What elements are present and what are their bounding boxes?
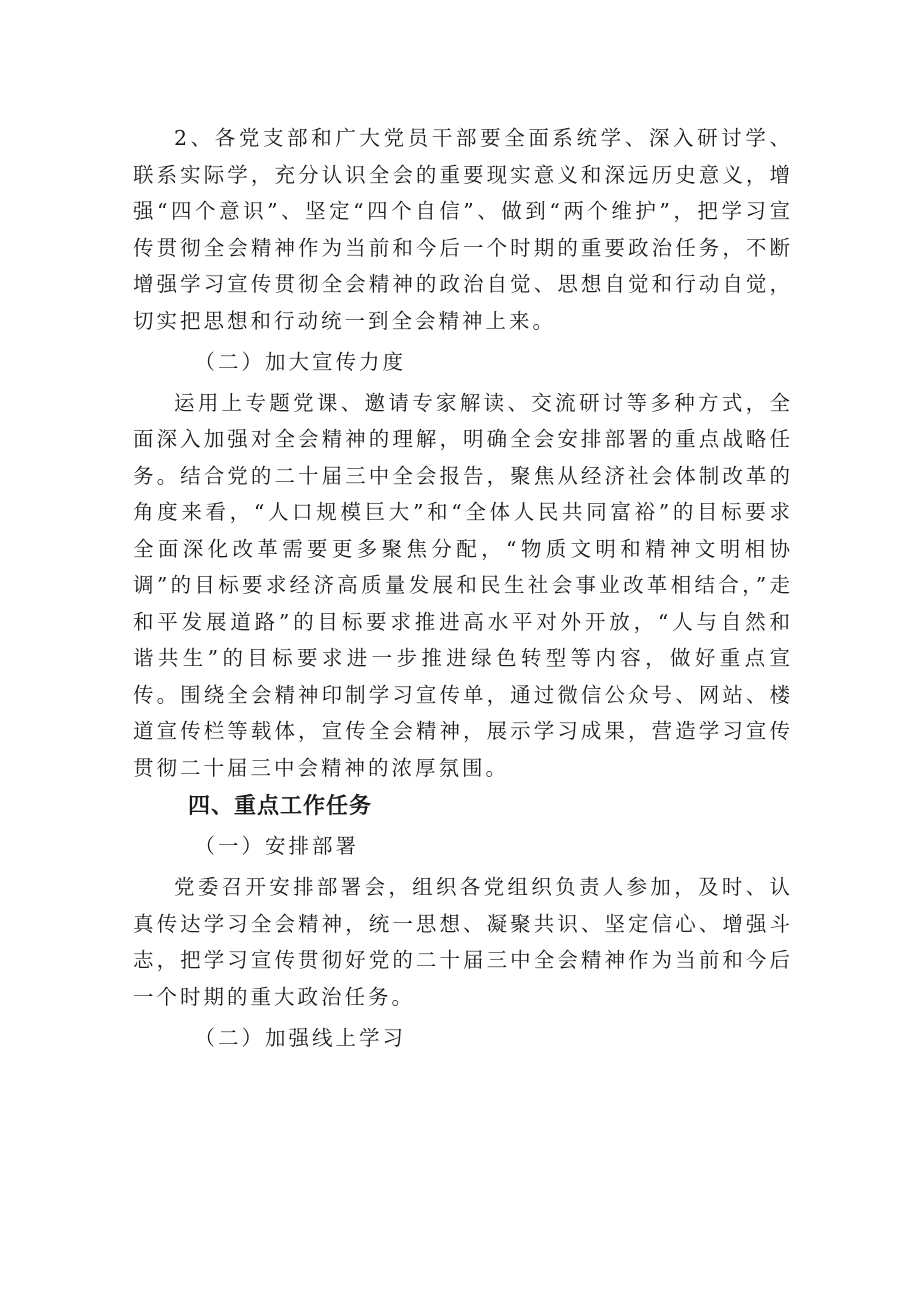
subheading-online-study: （二）加强线上学习 bbox=[194, 1025, 406, 1050]
paragraph-study-requirements: 2、各党支部和广大党员干部要全面系统学、深入研讨学、联系实际学，充分认识全会的重要现实意义和深远历史意义，增强“四个意识”、坚定“四个自信”、做到“两个维护”，把学习宣传贯彻全会精神作为当前和今后一个时期的重要政治任务，不断增强学习宣传贯彻全会精神的政治自觉、思想自觉和行动自觉，切实把思想和行动统一到全会精神上来。 bbox=[133, 126, 793, 333]
paragraph-arrangement: 党委召开安排部署会，组织各党组织负责人参加，及时、认真传达学习全会精神，统一思想、凝聚共识、坚定信心、增强斗志，把学习宣传贯彻好党的二十届三中全会精神作为当前和今后一个时期的重大政治任务。 bbox=[133, 875, 793, 1009]
paragraph-publicity: 运用上专题党课、邀请专家解读、交流研讨等多种方式，全面深入加强对全会精神的理解，明确全会安排部署的重点战略任务。结合党的二十届三中全会报告，聚焦从经济社会体制改革的角度来看，“人口规模巨大”和“全体人民共同富裕”的目标要求全面深化改革需要更多聚焦分配，“物质文明和精神文明相协调”的目标要求经济高质量发展和民生社会事业改革相结合，”走和平发展道路”的目标要求推进高水平对外开放，“人与自然和谐共生”的目标要求进一步推进绿色转型等内容，做好重点宣传。围绕全会精神印制学习宣传单，通过微信公众号、网站、楼道宣传栏等载体，宣传全会精神，展示学习成果，营造学习宣传贯彻二十届三中会精神的浓厚氛围。 bbox=[133, 390, 793, 780]
subheading-publicity: （二）加大宣传力度 bbox=[194, 349, 406, 374]
subheading-arrangement: （一）安排部署 bbox=[194, 834, 359, 858]
section-heading-key-tasks: 四、重点工作任务 bbox=[188, 794, 373, 819]
document-body bbox=[133, 120, 793, 1057]
